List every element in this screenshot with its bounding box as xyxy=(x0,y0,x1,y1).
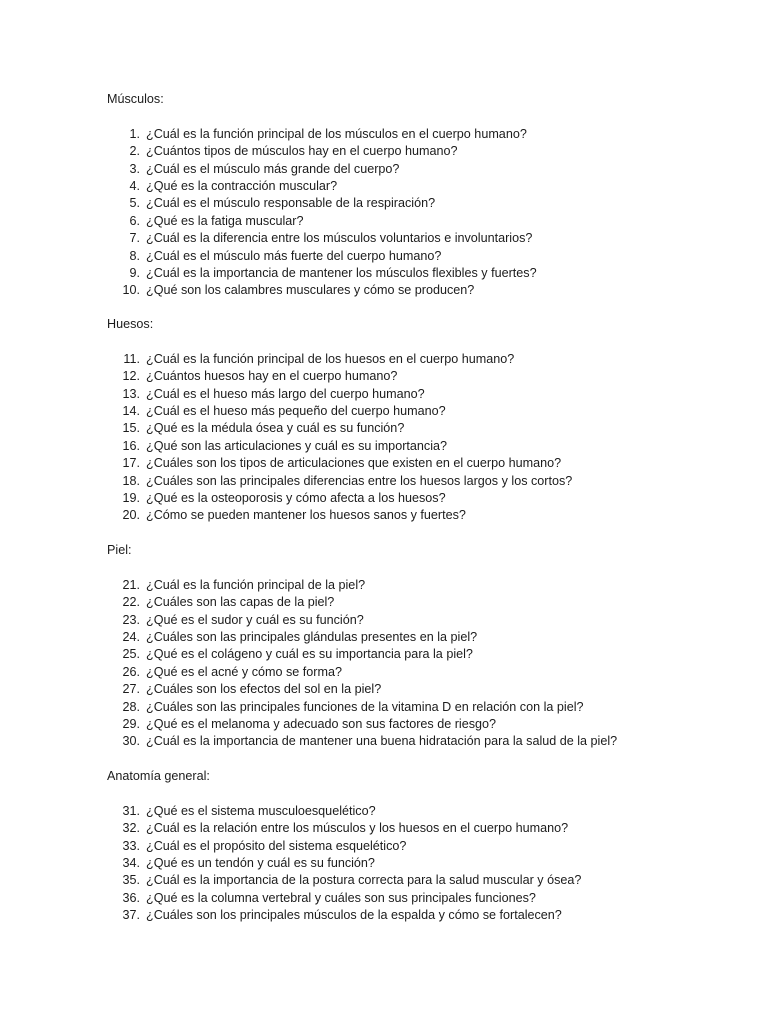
question-item xyxy=(107,351,747,368)
question-number: 16. xyxy=(122,438,140,453)
question-text: ¿Cuál es la función principal de la piel? xyxy=(146,577,366,592)
question-number: 23. xyxy=(122,612,140,627)
question-text: ¿Cuál es la función principal de los músculos en el cuerpo humano? xyxy=(146,126,527,141)
question-text: ¿Qué es la fatiga muscular? xyxy=(146,213,304,228)
question-item xyxy=(107,161,747,178)
question-text: ¿Cuáles son los tipos de articulaciones que existen en el cuerpo humano? xyxy=(146,456,562,471)
question-number: 35. xyxy=(122,873,140,888)
question-item xyxy=(107,386,747,403)
question-number: 3. xyxy=(129,161,140,176)
question-number: 2. xyxy=(129,144,140,159)
question-item xyxy=(107,490,747,507)
section-piel xyxy=(107,542,747,751)
question-item xyxy=(107,178,747,195)
question-number: 4. xyxy=(129,178,140,193)
question-number: 5. xyxy=(129,196,140,211)
question-list xyxy=(107,351,747,525)
question-number: 32. xyxy=(122,821,140,836)
question-number: 1. xyxy=(129,126,140,141)
question-text: ¿Cuál es el músculo responsable de la respiración? xyxy=(146,196,436,211)
question-number: 27. xyxy=(122,682,140,697)
question-text: ¿Qué es el sistema musculoesquelético? xyxy=(146,803,376,818)
question-text: ¿Cuáles son las capas de la piel? xyxy=(146,595,335,610)
question-number: 15. xyxy=(122,421,140,436)
question-number: 36. xyxy=(122,890,140,905)
section-title: Anatomía general: xyxy=(107,769,210,783)
question-number: 20. xyxy=(122,508,140,523)
question-number: 25. xyxy=(122,647,140,662)
question-number: 18. xyxy=(122,473,140,488)
question-number: 30. xyxy=(122,734,140,749)
question-text: ¿Qué es el sudor y cuál es su función? xyxy=(146,612,364,627)
question-item xyxy=(107,612,747,629)
question-item xyxy=(107,143,747,160)
question-item xyxy=(107,699,747,716)
question-number: 8. xyxy=(129,248,140,263)
question-item xyxy=(107,420,747,437)
question-item xyxy=(107,265,747,282)
question-text: ¿Qué es el melanoma y adecuado son sus factores de riesgo? xyxy=(146,716,497,731)
question-item xyxy=(107,230,747,247)
question-text: ¿Cuál es la función principal de los huesos en el cuerpo humano? xyxy=(146,351,515,366)
question-number: 10. xyxy=(122,283,140,298)
question-number: 22. xyxy=(122,595,140,610)
question-item xyxy=(107,126,747,143)
question-item xyxy=(107,248,747,265)
question-item xyxy=(107,890,747,907)
question-text: ¿Qué es el colágeno y cuál es su importancia para la piel? xyxy=(146,647,473,662)
question-item xyxy=(107,664,747,681)
question-text: ¿Qué son las articulaciones y cuál es su importancia? xyxy=(146,438,447,453)
question-text: ¿Qué es el acné y cómo se forma? xyxy=(146,664,342,679)
question-item xyxy=(107,473,747,490)
section-musculos xyxy=(107,91,747,300)
question-item xyxy=(107,594,747,611)
question-item xyxy=(107,213,747,230)
question-text: ¿Cuál es la importancia de mantener los músculos flexibles y fuertes? xyxy=(146,265,537,280)
question-number: 12. xyxy=(122,369,140,384)
question-item xyxy=(107,681,747,698)
question-number: 26. xyxy=(122,664,140,679)
question-text: ¿Cuáles son las principales funciones de la vitamina D en relación con la piel? xyxy=(146,699,584,714)
question-number: 7. xyxy=(129,231,140,246)
question-item xyxy=(107,577,747,594)
question-number: 34. xyxy=(122,855,140,870)
question-text: ¿Cuáles son los principales músculos de la espalda y cómo se fortalecen? xyxy=(146,908,562,923)
question-number: 14. xyxy=(122,403,140,418)
question-text: ¿Cómo se pueden mantener los huesos sanos y fuertes? xyxy=(146,508,466,523)
question-text: ¿Cuál es la relación entre los músculos y los huesos en el cuerpo humano? xyxy=(146,821,569,836)
question-text: ¿Cuántos huesos hay en el cuerpo humano? xyxy=(146,369,398,384)
question-number: 28. xyxy=(122,699,140,714)
question-list xyxy=(107,126,747,300)
question-number: 29. xyxy=(122,716,140,731)
question-item xyxy=(107,646,747,663)
question-number: 19. xyxy=(122,490,140,505)
question-text: ¿Qué son los calambres musculares y cómo se producen? xyxy=(146,283,475,298)
question-item xyxy=(107,907,747,924)
question-item xyxy=(107,872,747,889)
question-item xyxy=(107,629,747,646)
question-number: 33. xyxy=(122,838,140,853)
question-text: ¿Cuál es el músculo más fuerte del cuerpo humano? xyxy=(146,248,442,263)
question-item xyxy=(107,855,747,872)
section-huesos xyxy=(107,316,747,525)
question-text: ¿Cuál es el hueso más largo del cuerpo humano? xyxy=(146,386,425,401)
question-text: ¿Cuál es el músculo más grande del cuerpo? xyxy=(146,161,400,176)
question-number: 9. xyxy=(129,265,140,280)
question-item xyxy=(107,403,747,420)
question-list xyxy=(107,803,747,925)
question-number: 24. xyxy=(122,629,140,644)
question-item xyxy=(107,438,747,455)
question-item xyxy=(107,733,747,750)
question-number: 6. xyxy=(129,213,140,228)
question-item xyxy=(107,368,747,385)
question-item xyxy=(107,838,747,855)
question-text: ¿Cuántos tipos de músculos hay en el cuerpo humano? xyxy=(146,144,458,159)
question-number: 11. xyxy=(123,351,140,366)
question-text: ¿Qué es la columna vertebral y cuáles son sus principales funciones? xyxy=(146,890,536,905)
question-number: 13. xyxy=(122,386,140,401)
question-list xyxy=(107,577,747,751)
question-text: ¿Cuál es la importancia de la postura correcta para la salud muscular y ósea? xyxy=(146,873,582,888)
question-number: 31. xyxy=(122,803,140,818)
question-number: 17. xyxy=(122,456,140,471)
question-text: ¿Cuáles son las principales diferencias entre los huesos largos y los cortos? xyxy=(146,473,573,488)
question-number: 21. xyxy=(122,577,140,592)
question-text: ¿Cuáles son los efectos del sol en la piel? xyxy=(146,682,382,697)
section-title: Huesos: xyxy=(107,317,154,331)
section-anatomia-general xyxy=(107,768,747,925)
question-item xyxy=(107,507,747,524)
question-item xyxy=(107,716,747,733)
question-text: ¿Qué es la médula ósea y cuál es su función? xyxy=(146,421,405,436)
question-number: 37. xyxy=(122,908,140,923)
question-text: ¿Cuál es el propósito del sistema esquelético? xyxy=(146,838,407,853)
question-text: ¿Qué es la contracción muscular? xyxy=(146,178,338,193)
question-text: ¿Cuál es la diferencia entre los músculos voluntarios e involuntarios? xyxy=(146,231,533,246)
question-item xyxy=(107,455,747,472)
question-item xyxy=(107,195,747,212)
question-item xyxy=(107,282,747,299)
question-text: ¿Cuál es el hueso más pequeño del cuerpo humano? xyxy=(146,403,446,418)
question-item xyxy=(107,803,747,820)
question-text: ¿Qué es un tendón y cuál es su función? xyxy=(146,855,375,870)
question-item xyxy=(107,820,747,837)
question-text: ¿Qué es la osteoporosis y cómo afecta a los huesos? xyxy=(146,490,446,505)
question-text: ¿Cuál es la importancia de mantener una buena hidratación para la salud de la piel? xyxy=(146,734,618,749)
section-title: Piel: xyxy=(107,543,132,557)
section-title: Músculos: xyxy=(107,92,164,106)
question-text: ¿Cuáles son las principales glándulas presentes en la piel? xyxy=(146,629,478,644)
